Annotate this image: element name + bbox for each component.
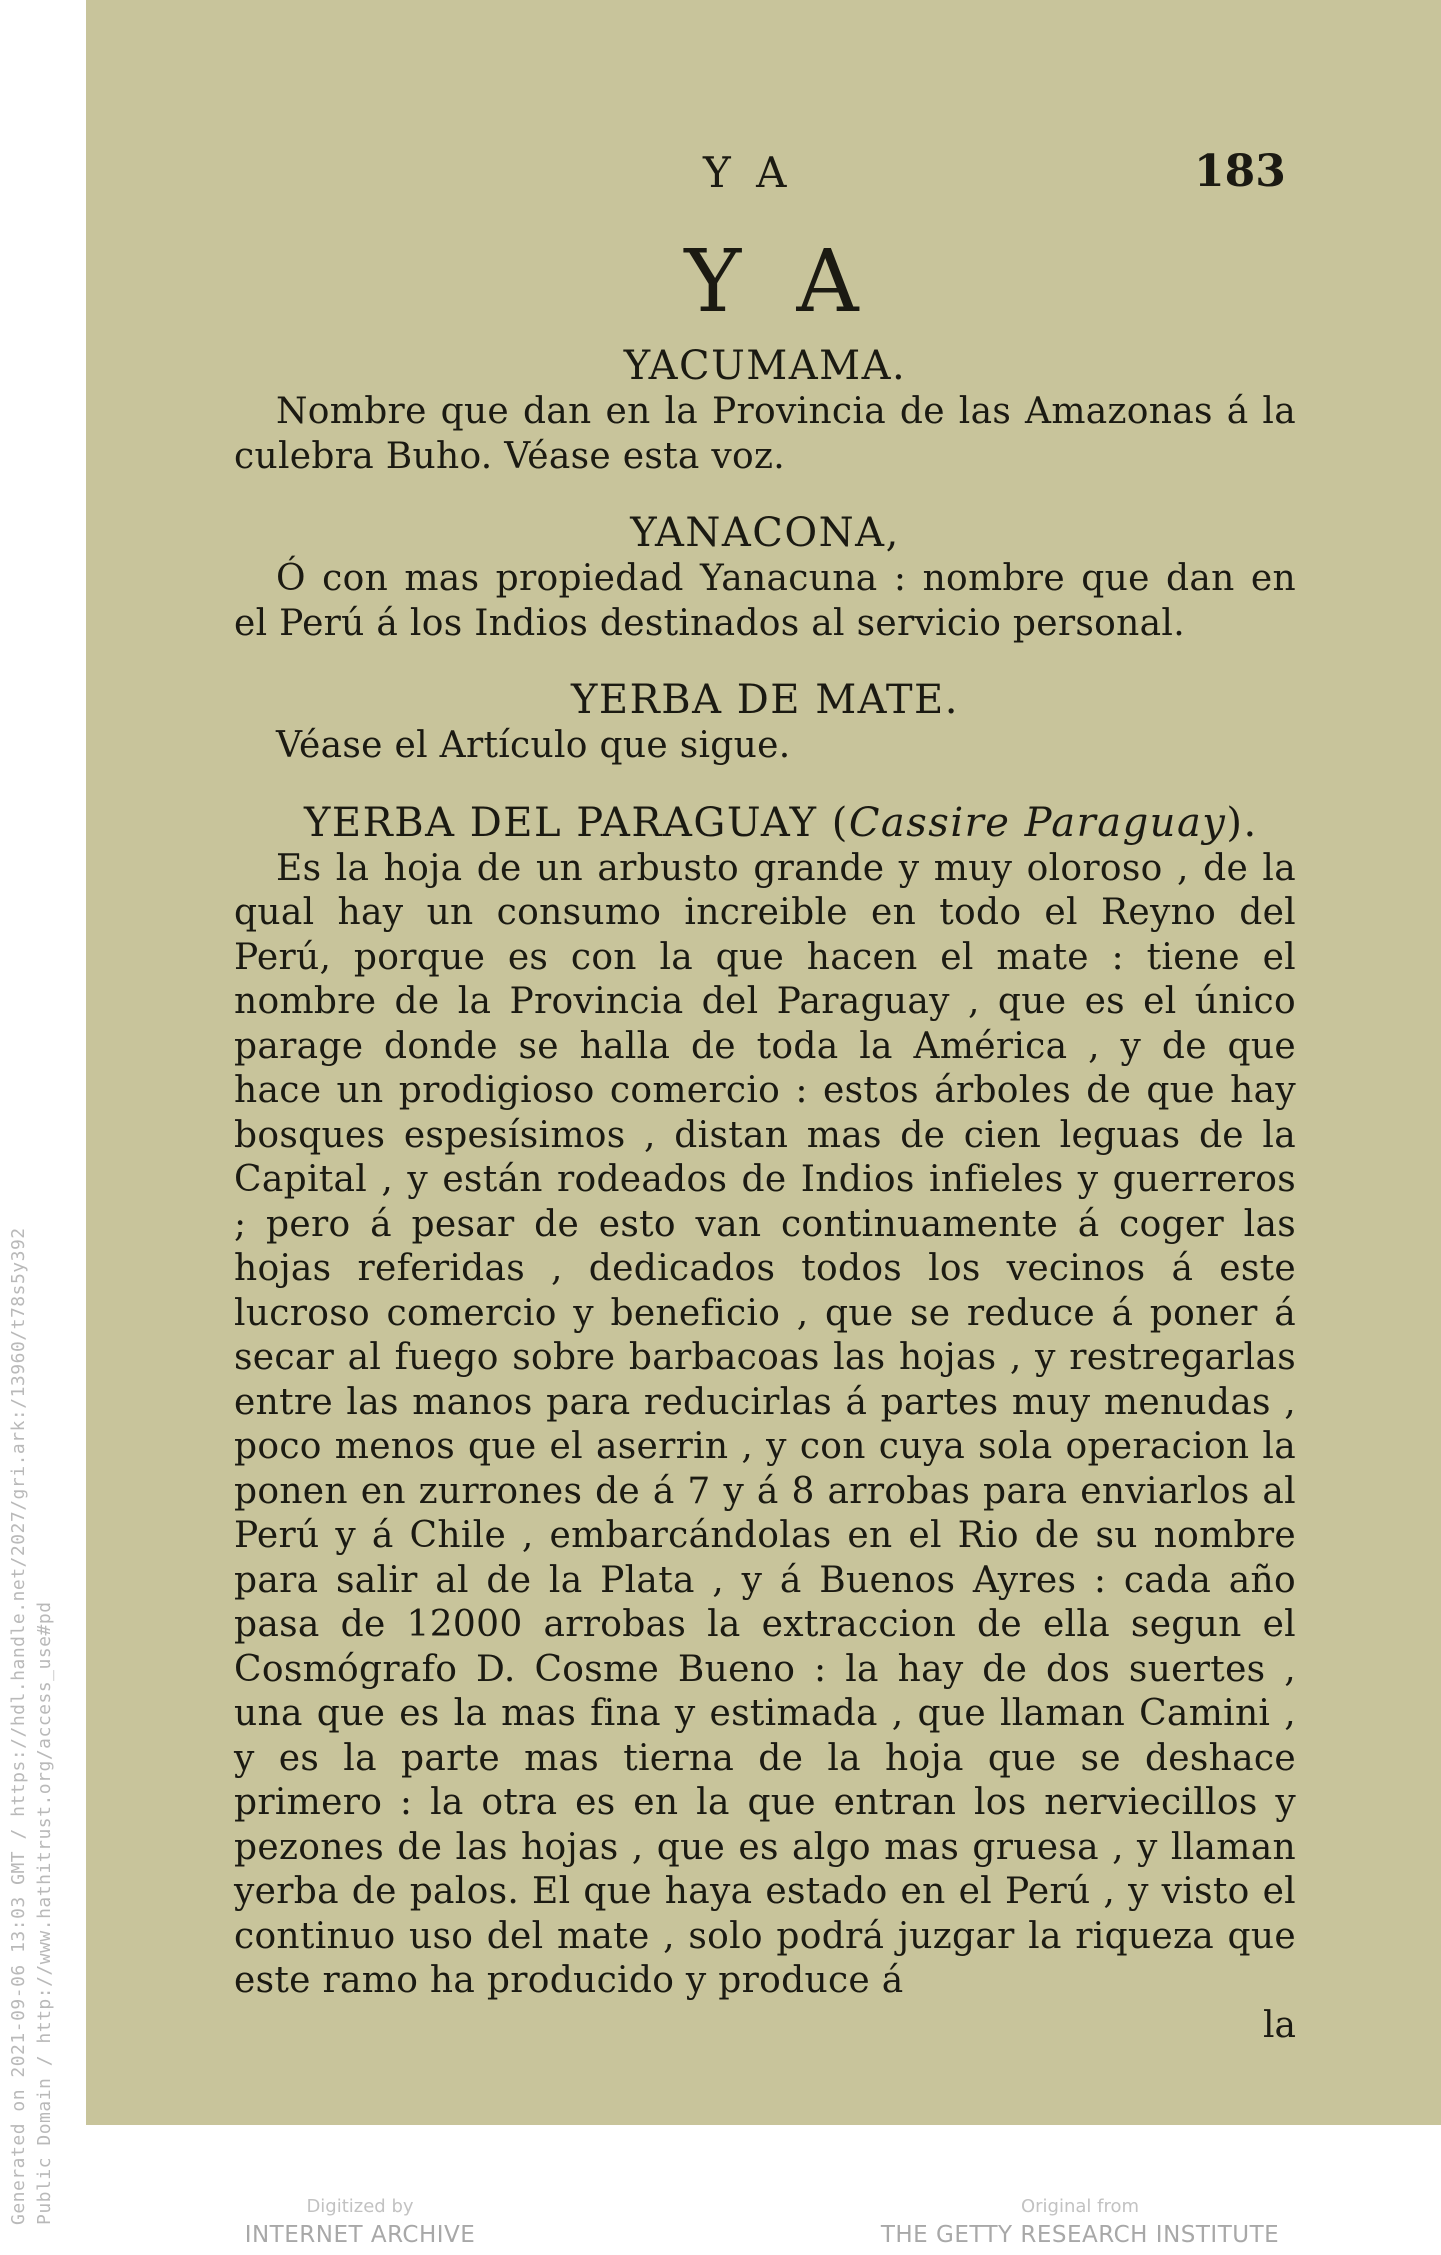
getty-institute-label: THE GETTY RESEARCH INSTITUTE — [880, 2222, 1280, 2248]
digitized-by-credit — [220, 2195, 500, 2251]
dictionary-content — [234, 342, 1296, 2048]
entry-yerba-de-mate — [234, 676, 1296, 769]
entry-headword — [234, 799, 1296, 847]
running-title: Y A — [703, 148, 793, 197]
entry-headword: YANACONA, — [630, 510, 900, 556]
original-from-label: Original from — [1020, 2196, 1140, 2217]
section-letter-heading: Y A — [684, 232, 873, 332]
headword-text: YERBA DEL PARAGUAY ( — [304, 799, 849, 846]
catchword: la — [1263, 2004, 1296, 2046]
original-from-credit — [870, 2195, 1290, 2251]
page-number: 183 — [1194, 146, 1286, 197]
digitized-by-label: Digitized by — [306, 2196, 414, 2217]
watermark-line-1: Generated on 2021-09-06 13:03 GMT / https://hdl.handle.net/2027/gri.ark:/13960/t78s5y392 — [8, 1227, 29, 2225]
entry-yacumama — [234, 342, 1296, 479]
running-head — [86, 148, 1441, 208]
entry-definition: Véase el Artículo que sigue. — [276, 725, 791, 766]
watermark-sidebar — [0, 0, 86, 2255]
entry-definition: Es la hoja de un arbusto grande y muy oloroso , de la qual hay un consumo increible en todo el Reyno del Perú, porque es con la que hacen el mate : tiene el nombre de la Provincia del Paraguay , que es el único parage donde se halla de toda la América , y de que hace un prodigioso comercio : estos árboles de que hay bosques espesísimos , distan mas de cien leguas de la Capital , y están rodeados de Indios infieles y guerreros ; pero á pesar de esto van continuamente á coger las hojas referidas , dedicados todos los vecinos á este lucroso comercio y beneficio , que se reduce á poner á secar al fuego sobre barbacoas las hojas , y restregarlas entre las manos para reducirlas á partes muy menudas , poco menos que el aserrin , y con cuya sola operacion la ponen en zurrones de á 7 y á 8 arrobas para enviarlos al Perú y á Chile , embarcándolas en el Rio de su nombre para salir al de la Plata , y á Buenos Ayres : cada año pasa de 12000 arrobas la extraccion de ella segun el Cosmógrafo D. Cosme Bueno : la hay de dos suertes , una que es la mas fina y estimada , que llaman Camini , y es la parte mas tierna de la hoja que se deshace primero : la otra es en la que entran los nerviecillos y pezones de las hojas , que es algo mas gruesa , y llaman yerba de palos. El que haya estado en el Perú , y visto el continuo uso del mate , solo podrá juzgar la riqueza que este ramo ha producido y produce á — [234, 847, 1296, 2001]
entry-definition: Ó con mas propiedad Yanacuna : nombre que dan en el Perú á los Indios destinados al servicio personal. — [234, 558, 1296, 644]
watermark-line-2: Public Domain / http://www.hathitrust.org/access_use#pd — [34, 1601, 55, 2225]
entry-yerba-del-paraguay — [234, 799, 1296, 2004]
entry-headword: YERBA DE MATE. — [571, 677, 959, 723]
scientific-name: Cassire Paraguay — [848, 799, 1227, 846]
entry-definition: Nombre que dan en la Provincia de las Amazonas á la culebra Buho. Véase esta voz. — [234, 391, 1296, 477]
internet-archive-label: INTERNET ARCHIVE — [244, 2222, 476, 2248]
footer — [0, 2195, 1441, 2255]
entry-yanacona — [234, 509, 1296, 646]
entry-headword: YACUMAMA. — [623, 343, 907, 389]
watermark-text — [6, 1227, 58, 2225]
headword-close: ). — [1226, 799, 1258, 846]
scanned-page — [86, 0, 1441, 2125]
